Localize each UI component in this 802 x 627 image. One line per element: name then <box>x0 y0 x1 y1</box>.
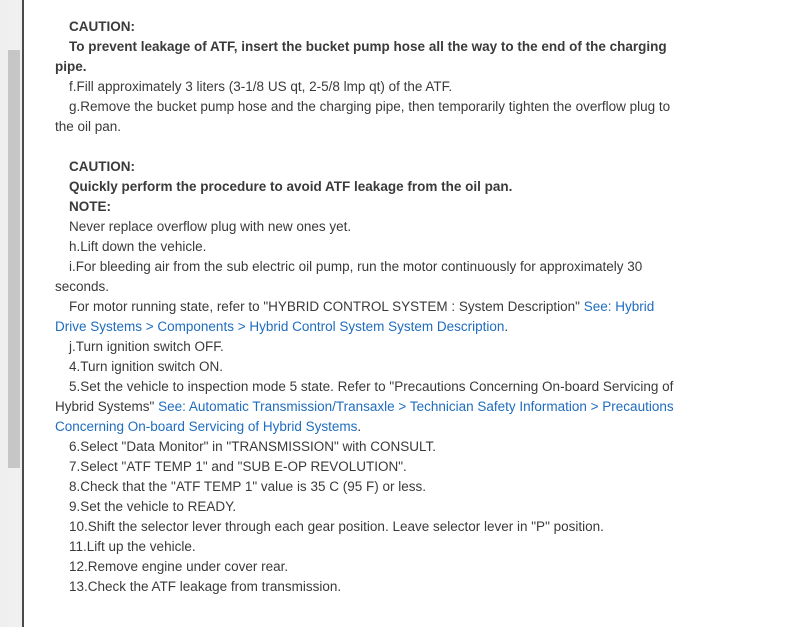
step-f: f.Fill approximately 3 liters (3-1/8 US qt, 2-5/8 lmp qt) of the ATF. <box>69 79 453 94</box>
step-5 <box>55 377 675 437</box>
motor-reference <box>55 297 675 337</box>
step-13: 13.Check the ATF leakage from transmission. <box>69 579 342 594</box>
step-11: 11.Lift up the vehicle. <box>69 539 196 554</box>
motor-reference-end: . <box>504 319 509 334</box>
caution-text: Quickly perform the procedure to avoid ATF leakage from the oil pan. <box>69 179 513 194</box>
step-8: 8.Check that the "ATF TEMP 1" value is 35 C (95 F) or less. <box>69 479 426 494</box>
step-i: i.For bleeding air from the sub electric oil pump, run the motor continuously for approximately 30 seconds. <box>55 259 643 294</box>
step-g: g.Remove the bucket pump hose and the charging pipe, then temporarily tighten the overflow plug to the oil pan. <box>55 99 671 134</box>
step-5-text: 5.Set the vehicle to inspection mode 5 state. Refer to "Precautions Concerning On-board Servicing of Hybrid Systems" <box>55 379 674 414</box>
step-5-end: . <box>357 419 362 434</box>
caution-label: CAUTION: <box>69 19 135 34</box>
step-h: h.Lift down the vehicle. <box>69 239 207 254</box>
caution-label: CAUTION: <box>69 159 135 174</box>
step-10: 10.Shift the selector lever through each gear position. Leave selector lever in "P" position. <box>69 519 604 534</box>
caution-text: To prevent leakage of ATF, insert the bucket pump hose all the way to the end of the charging pipe. <box>55 39 667 74</box>
scrollbar-thumb[interactable] <box>8 50 20 468</box>
step-12: 12.Remove engine under cover rear. <box>69 559 289 574</box>
procedure-content <box>55 17 675 597</box>
step-7: 7.Select "ATF TEMP 1" and "SUB E-OP REVOLUTION". <box>69 459 407 474</box>
step-9: 9.Set the vehicle to READY. <box>69 499 237 514</box>
step-j: j.Turn ignition switch OFF. <box>69 339 224 354</box>
precautions-hybrid-systems-link[interactable]: See: Automatic Transmission/Transaxle > Technician Safety Information > Precautions Concerning On-board Servicing of Hybrid Systems <box>55 399 674 434</box>
step-6: 6.Select "Data Monitor" in "TRANSMISSION" with CONSULT. <box>69 439 437 454</box>
hybrid-control-system-link[interactable]: See: Hybrid Drive Systems > Components > Hybrid Control System System Description <box>55 299 655 334</box>
panel-divider <box>22 0 24 627</box>
note-text: Never replace overflow plug with new ones yet. <box>69 219 352 234</box>
motor-reference-text: For motor running state, refer to "HYBRID CONTROL SYSTEM : System Description" <box>69 299 584 314</box>
spacer <box>55 137 675 157</box>
step-4: 4.Turn ignition switch ON. <box>69 359 224 374</box>
note-label: NOTE: <box>69 199 111 214</box>
